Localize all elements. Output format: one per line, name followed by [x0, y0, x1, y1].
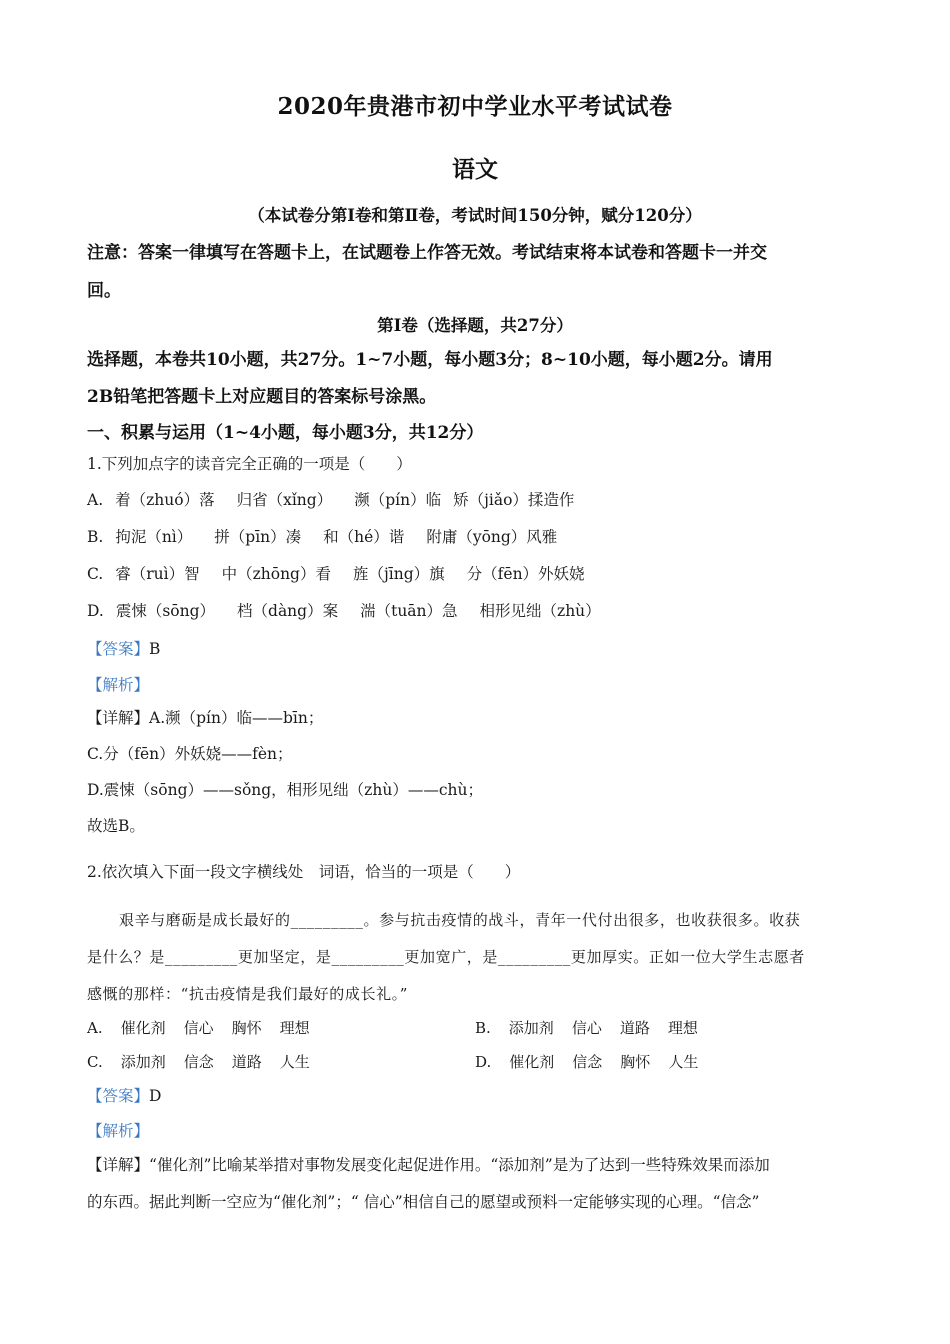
option-item: 着（zhuó）落 [115, 491, 215, 509]
option-label: D. [475, 1053, 492, 1071]
exam-info: （本试卷分第Ⅰ卷和第Ⅱ卷，考试时间150分钟，赋分120分） [248, 206, 702, 225]
option-item: 中（zhōng）看 [221, 565, 331, 583]
option-word: 添加剂 [508, 1019, 554, 1037]
q2-analysis-tag: 【解析】 [87, 1122, 150, 1140]
option-item: 濒（pín）临 [354, 491, 442, 509]
q1-answer [87, 637, 160, 659]
option-item: 矫（jiǎo）揉造作 [453, 491, 575, 509]
answer-tag: 【答案】 [87, 640, 150, 658]
q1-option-d [87, 599, 601, 621]
q2-passage-line-1: 艰辛与磨砺是成长最好的_________。参与抗击疫情的战斗，青年一代付出很多，也收获很多。收获 [119, 911, 801, 929]
option-word: 信心 [571, 1019, 602, 1037]
option-item: 湍（tuān）急 [360, 602, 458, 620]
answer-value: D [149, 1087, 162, 1105]
q2-option-d [475, 1051, 716, 1072]
option-label: B. [87, 528, 104, 546]
q1-option-b [87, 525, 557, 547]
option-item: 旌（jīng）旗 [352, 565, 445, 583]
option-label: A. [87, 491, 104, 509]
option-word: 信念 [183, 1053, 214, 1071]
notice-line-2: 回。 [87, 281, 121, 301]
option-item: 和（hé）谐 [323, 528, 405, 546]
option-label: C. [87, 1053, 103, 1071]
option-item: 附庸（yōng）风雅 [426, 528, 558, 546]
q2-passage-line-2: 是什么？是_________更加坚定，是_________更加宽广，是_________更加厚实。正如一位大学生志愿者 [87, 948, 805, 966]
q2-detail-line-1 [87, 1153, 770, 1175]
answer-tag: 【答案】 [87, 1087, 150, 1105]
option-word: 理想 [667, 1019, 698, 1037]
option-item: 拼（pīn）凑 [214, 528, 302, 546]
option-label: C. [87, 565, 104, 583]
option-item: 震悚（sōng） [115, 602, 216, 620]
detail-text: A.濒（pín）临——bīn； [149, 709, 324, 727]
page-title: 2020年贵港市初中学业水平考试试卷 [277, 93, 673, 120]
option-item: 归省（xǐng） [236, 491, 333, 509]
q1-analysis-tag: 【解析】 [87, 676, 150, 694]
part1-instruction-2: 2B铅笔把答题卡上对应题目的答案标号涂黑。 [87, 387, 437, 407]
subject-title: 语文 [452, 156, 498, 183]
option-word: 人生 [668, 1053, 699, 1071]
notice-line-1: 注意：答案一律填写在答题卡上，在试题卷上作答无效。考试结束将本试卷和答题卡一并交 [87, 243, 767, 263]
option-word: 道路 [619, 1019, 650, 1037]
option-word: 理想 [279, 1019, 310, 1037]
option-word: 信心 [183, 1019, 214, 1037]
option-item: 相形见绌（zhù） [479, 602, 601, 620]
option-word: 胸怀 [620, 1053, 651, 1071]
part1-title: 第Ⅰ卷（选择题，共27分） [377, 316, 573, 335]
q1-detail-d: D.震悚（sōng）——sǒng，相形见绌（zhù）——chù； [87, 781, 483, 799]
option-word: 胸怀 [231, 1019, 262, 1037]
part1-instruction-1: 选择题，本卷共10小题，共27分。1~7小题，每小题3分；8~10小题，每小题2分。请用 [87, 350, 773, 370]
q2-passage-line-3: 感慨的那样：“抗击疫情是我们最好的成长礼。” [87, 985, 409, 1003]
option-word: 道路 [231, 1053, 262, 1071]
q1-conclusion: 故选B。 [87, 817, 145, 835]
option-word: 催化剂 [509, 1053, 555, 1071]
q2-option-b [475, 1017, 716, 1038]
option-item: 档（dàng）案 [237, 602, 339, 620]
section1-title: 一、积累与运用（1~4小题，每小题3分，共12分） [87, 423, 484, 443]
option-label: B. [475, 1019, 491, 1037]
option-word: 催化剂 [120, 1019, 166, 1037]
q1-detail-a [87, 706, 323, 728]
option-word: 人生 [279, 1053, 310, 1071]
q1-option-c [87, 562, 585, 584]
q2-answer [87, 1084, 161, 1106]
option-label: A. [87, 1019, 103, 1037]
detail-text: “催化剂”比喻某举措对事物发展变化起促进作用。“添加剂”是为了达到一些特殊效果而添加 [149, 1156, 770, 1174]
q1-detail-c: C.分（fēn）外妖娆——fèn； [87, 745, 293, 763]
q2-detail-line-2: 的东西。据此判断一空应为“催化剂”；“ 信心”相信自己的愿望或预料一定能够实现的心理。“信念” [87, 1193, 760, 1211]
q1-option-a [87, 488, 574, 510]
answer-value: B [149, 640, 161, 658]
q2-stem: 2.依次填入下面一段文字横线处 词语，恰当的一项是（ ） [87, 863, 521, 881]
option-item: 分（fēn）外妖娆 [466, 565, 585, 583]
option-word: 添加剂 [120, 1053, 166, 1071]
option-word: 信念 [572, 1053, 603, 1071]
option-item: 睿（ruì）智 [115, 565, 200, 583]
q1-stem: 1.下列加点字的读音完全正确的一项是（ ） [87, 455, 412, 473]
option-item: 拘泥（nì） [115, 528, 193, 546]
q2-option-a [87, 1017, 328, 1038]
option-label: D. [87, 602, 104, 620]
q2-option-c [87, 1051, 328, 1072]
detail-tag: 【详解】 [87, 1156, 150, 1174]
detail-tag: 【详解】 [87, 709, 150, 727]
